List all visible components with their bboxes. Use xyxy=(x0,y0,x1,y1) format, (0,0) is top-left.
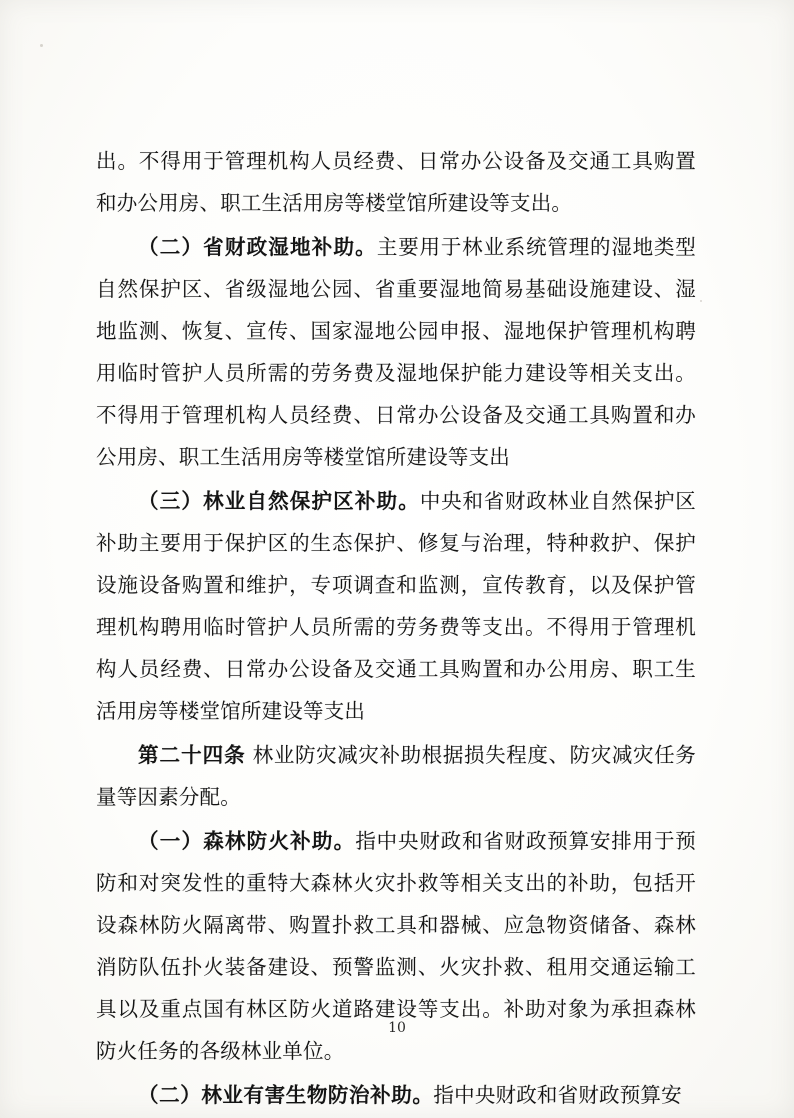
paragraph-text-run: 主要用于林业系统管理的湿地类型自然保护区、省级湿地公园、省重要湿地简易基础设施建设、湿地监测、恢复、宣传、国家湿地公园申报、湿地保护管理机构聘用临时管护人员所需的劳务费及湿地保护能力建设等相关支出。不得用于管理机构人员经费、日常办公设备及交通工具购置和办公用房、职工生活用房等楼堂馆所建设等支出 xyxy=(96,235,696,469)
scan-speck xyxy=(700,300,702,302)
paragraph-text-run: 出。不得用于管理机构人员经费、日常办公设备及交通工具购置和办公用房、职工生活用房等楼堂馆所建设等支出。 xyxy=(96,149,696,215)
paragraph-heading-run: （三）林业自然保护区补助。 xyxy=(138,489,420,513)
paragraph-heading-run: （一）森林防火补助。 xyxy=(138,829,356,853)
paragraph-text-run: 指中央财政和省财政预算安 xyxy=(433,1083,682,1107)
paragraph xyxy=(96,480,696,732)
paragraph xyxy=(96,226,696,478)
paragraph-heading-run: （二）林业有害生物防治补助。 xyxy=(138,1083,434,1107)
paragraph xyxy=(96,1074,696,1116)
page-number: 10 xyxy=(388,1020,406,1036)
paragraph-text-run: 林业防灾减灾补助根据损失程度、防灾减灾任务量等因素分配。 xyxy=(96,743,697,809)
paragraph-heading-run: （二）省财政湿地补助。 xyxy=(138,235,377,259)
paragraph xyxy=(96,140,696,224)
paragraph-heading-run: 第二十四条 xyxy=(138,743,246,767)
paragraph-text-run: 中央和省财政林业自然保护区补助主要用于保护区的生态保护、修复与治理，特种救护、保护设施设备购置和维护，专项调查和监测，宣传教育，以及保护管理机构聘用临时管护人员所需的劳务费等支出。不得用于管理机构人员经费、日常办公设备及交通工具购置和办公用房、职工生活用房等楼堂馆所建设等支出 xyxy=(96,489,696,723)
paragraph-text-run: 指中央财政和省财政预算安排用于预防和对突发性的重特大森林火灾扑救等相关支出的补助，包括开设森林防火隔离带、购置扑救工具和器械、应急物资储备、森林消防队伍扑火装备建设、预警监测、火灾扑救、租用交通运输工具以及重点国有林区防火道路建设等支出。补助对象为承担森林防火任务的各级林业单位。 xyxy=(96,829,696,1063)
paragraph xyxy=(96,734,696,818)
scan-speck xyxy=(40,44,43,47)
document-body xyxy=(96,140,696,1118)
